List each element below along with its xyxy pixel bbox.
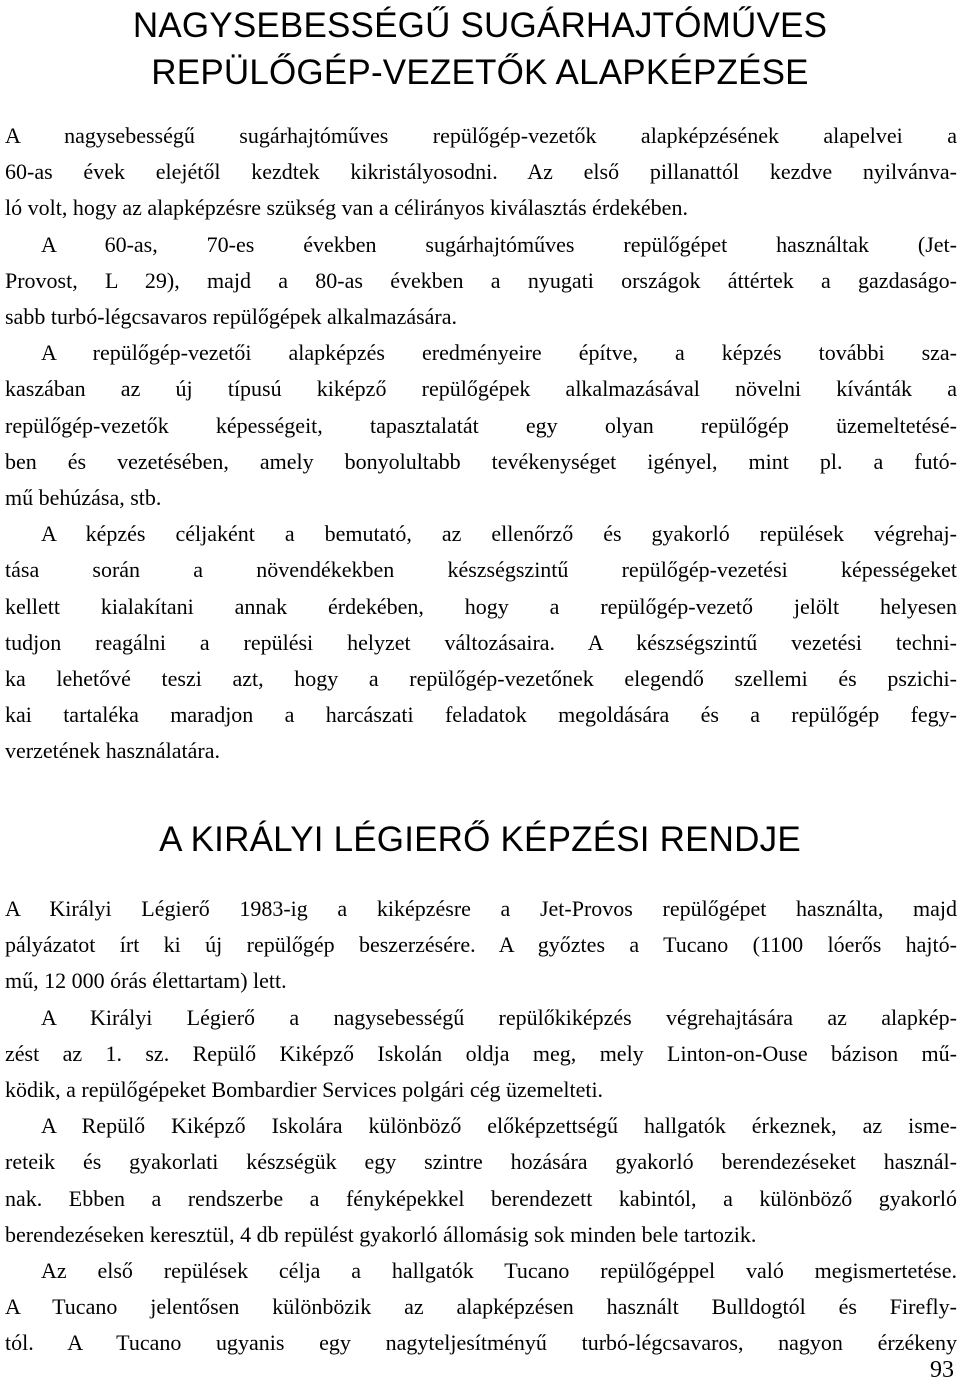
text-line: A repülőgép-vezetői alapképzés eredményeire építve, a képzés további sza-: [41, 340, 957, 366]
text-line: A Királyi Légierő 1983-ig a kiképzésre a Jet-Provos repülőgépet használta, majd: [5, 896, 957, 921]
text-line: Az első repülések célja a hallgatók Tucano repülőgéppel való megismertetése.: [41, 1258, 957, 1284]
section-title-line-1: NAGYSEBESSÉGŰ SUGÁRHAJTÓMŰVES: [132, 6, 828, 45]
paragraph-2: [5, 227, 957, 336]
text-line: ka lehetővé teszi azt, hogy a repülőgép-vezetőnek elegendő szellemi és pszichi-: [5, 666, 957, 692]
paragraph-1: [5, 118, 957, 227]
text-line: ben és vezetésében, amely bonyolultabb tevékenységet igényel, mint pl. a futó-: [5, 448, 957, 474]
paragraph-3: [5, 335, 957, 516]
section-title-line-2: REPÜLŐGÉP-VEZETŐK ALAPKÉPZÉSE: [151, 53, 809, 92]
text-line: tudjon reagálni a repülési helyzet változásaira. A készségszintű vezetési techni-: [5, 629, 957, 655]
paragraph-5: [5, 891, 957, 1000]
text-line: zést az 1. sz. Repülő Kiképző Iskolán oldja meg, mely Linton-on-Ouse bázison mű-: [5, 1040, 957, 1066]
paragraph-7: [5, 1108, 957, 1253]
text-line: A nagysebességű sugárhajtóműves repülőgép-vezetők alapképzésének alapelvei a: [5, 123, 957, 148]
text-line: repülőgép-vezetők képességeit, tapasztalatát egy olyan repülőgép üzemeltetésé-: [5, 412, 957, 438]
text-line: mű behúzása, stb.: [5, 485, 162, 511]
text-line: ló volt, hogy az alapképzésre szükség van a célirányos kiválasztás érdekében.: [5, 195, 688, 221]
section-body-raf-training: [5, 891, 957, 1362]
text-line: verzetének használatára.: [5, 738, 220, 764]
text-line: reteik és gyakorlati készségük egy szintre hozására gyakorló berendezéseket használ-: [5, 1149, 957, 1175]
text-line: A Repülő Kiképző Iskolára különböző előképzettségű hallgatók érkeznek, az isme-: [41, 1113, 957, 1139]
text-line: kellett kialakítani annak érdekében, hogy a repülőgép-vezető jelölt helyesen: [5, 593, 957, 619]
paragraph-8: [5, 1253, 957, 1362]
text-line: tól. A Tucano ugyanis egy nagyteljesítményű turbó-légcsavaros, nagyon érzékeny: [5, 1330, 957, 1356]
text-line: A Tucano jelentősen különbözik az alapképzésen használt Bulldogtól és Firefly-: [5, 1294, 957, 1320]
text-line: berendezéseken keresztül, 4 db repülést gyakorló állomásig sok minden bele tartozik.: [5, 1221, 757, 1247]
text-line: A Királyi Légierő a nagysebességű repülőkiképzés végrehajtására az alapkép-: [41, 1004, 957, 1030]
text-line: kaszában az új típusú kiképző repülőgépek alkalmazásával növelni kívánták a: [5, 376, 957, 402]
text-line: A 60-as, 70-es években sugárhajtóműves repülőgépet használtak (Jet-: [41, 231, 957, 257]
paragraph-6: [5, 1000, 957, 1109]
text-line: pályázatot írt ki új repülőgép beszerzésére. A győztes a Tucano (1100 lóerős hajtó-: [5, 932, 957, 958]
text-line: sabb turbó-légcsavaros repülőgépek alkalmazására.: [5, 304, 458, 330]
text-line: Provost, L 29), majd a 80-as években a nyugati országok áttértek a gazdaságo-: [5, 267, 957, 293]
text-line: nak. Ebben a rendszerbe a fényképekkel berendezett kabintól, a különböző gyakorló: [5, 1185, 957, 1211]
page-number: 93: [930, 1357, 954, 1383]
section-title-raf-training: A KIRÁLYI LÉGIERŐ KÉPZÉSI RENDJE: [159, 820, 801, 859]
text-line: ködik, a repülőgépeket Bombardier Services polgári cég üzemelteti.: [5, 1077, 604, 1103]
text-line: kai tartaléka maradjon a harcászati feladatok megoldására és a repülőgép fegy-: [5, 702, 957, 728]
text-line: tása során a növendékekben készségszintű repülőgép-vezetési képességeket: [5, 557, 957, 583]
paragraph-4: [5, 516, 957, 769]
text-line: A képzés céljaként a bemutató, az ellenőrző és gyakorló repülések végrehaj-: [41, 521, 957, 547]
section-title-pilot-training: [0, 2, 960, 96]
text-line: mű, 12 000 órás élettartam) lett.: [5, 968, 287, 994]
section-body-pilot-training: [5, 118, 957, 770]
text-line: 60-as évek elejétől kezdtek kikristályosodni. Az első pillanattól kezdve nyilvánva-: [5, 159, 957, 185]
